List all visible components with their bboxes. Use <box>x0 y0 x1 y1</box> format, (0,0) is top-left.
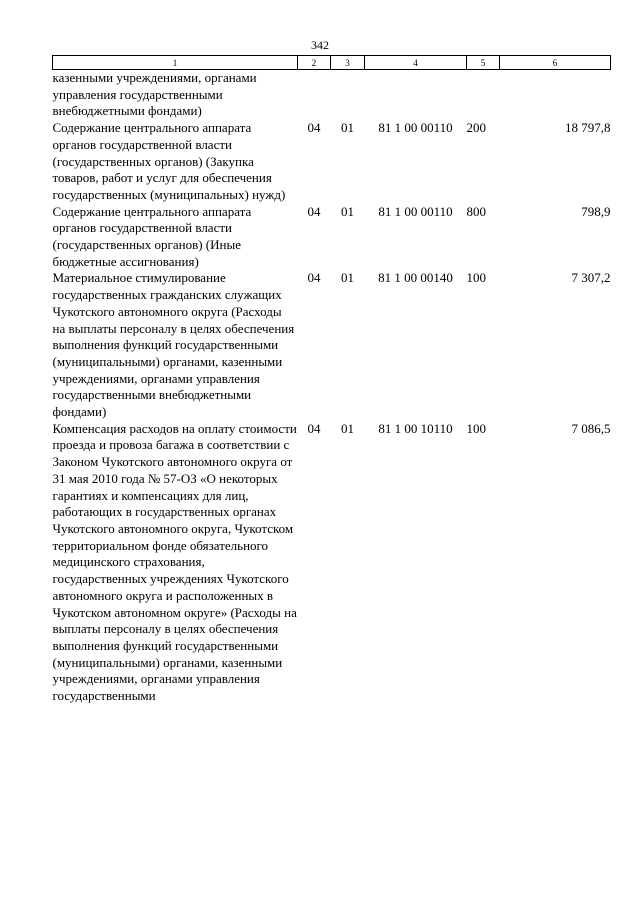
row-article: 81 1 00 10110 <box>378 420 453 436</box>
row-article: 81 1 00 00110 <box>378 203 453 219</box>
header-row <box>53 56 611 70</box>
row-section: 04 <box>307 120 321 136</box>
row-type: 100 <box>466 420 486 436</box>
row-amount: 7 086,5 <box>571 420 611 436</box>
row-type: 100 <box>466 270 486 286</box>
table-row <box>53 270 611 420</box>
row-name: казенными учреждениями, органами управления государственными внебюджетными фондами) <box>52 70 257 119</box>
row-article <box>365 70 467 121</box>
row-section <box>298 70 331 121</box>
row-name: Содержание центрального аппарата органов государственной власти (государственных органов) (Закупка товаров, работ и услуг для обеспечения государственных (муниципальных) нужд) <box>52 120 286 202</box>
row-subsection <box>331 70 365 121</box>
row-type <box>467 70 500 121</box>
table-header <box>53 56 611 70</box>
row-name: Содержание центрального аппарата органов государственной власти (государственных органов) (Иные бюджетные ассигнования) <box>52 203 252 269</box>
table-row <box>53 204 611 271</box>
row-name: Компенсация расходов на оплату стоимости проезда и провоза багажа в соответствии с Законом Чукотского автономного округа от 31 мая 2010 года № 57-ОЗ «О некоторых гарантиях и компенсациях для лиц, работающих в государственных органах Чукотского автономного округа, Чукотском территориальном фонде обязательного медицинского страхования, государственных учреждениях Чукотского автономного округа и расположенных в Чукотском автономном округе» (Расходы на выплаты персоналу в целях обеспечения выполнения функций государственными (муниципальными) органами, казенными учреждениями, органами управления государственными <box>52 420 297 704</box>
row-section: 04 <box>307 420 321 436</box>
header-col-2: 2 <box>298 56 331 70</box>
table-row <box>53 120 611 204</box>
page-number: 342 <box>311 38 329 52</box>
table-row <box>53 70 611 121</box>
row-section: 04 <box>307 270 321 286</box>
header-col-4: 4 <box>365 56 467 70</box>
table-body <box>53 70 611 705</box>
header-col-3: 3 <box>331 56 365 70</box>
row-article: 81 1 00 00110 <box>378 120 453 136</box>
budget-table <box>52 55 611 705</box>
row-amount: 18 797,8 <box>565 120 611 136</box>
row-type: 800 <box>466 203 486 219</box>
row-amount <box>500 70 611 121</box>
header-col-5: 5 <box>467 56 500 70</box>
row-amount: 7 307,2 <box>571 270 611 286</box>
row-subsection: 01 <box>341 270 354 286</box>
row-article: 81 1 00 00140 <box>378 270 453 286</box>
header-col-6: 6 <box>500 56 611 70</box>
row-subsection: 01 <box>341 203 354 219</box>
table-row <box>53 421 611 705</box>
row-name: Материальное стимулирование государственных гражданских служащих Чукотского автономного округа (Расходы на выплаты персоналу в целях обеспечения выполнения функций государственными (муниципальными) органами, казенными учреждениями, органами управления государственными внебюджетными фондами) <box>52 270 295 420</box>
row-subsection: 01 <box>341 420 354 436</box>
header-col-1: 1 <box>53 56 298 70</box>
row-subsection: 01 <box>341 120 354 136</box>
row-type: 200 <box>466 120 486 136</box>
row-section: 04 <box>307 203 321 219</box>
row-amount: 798,9 <box>581 203 611 219</box>
